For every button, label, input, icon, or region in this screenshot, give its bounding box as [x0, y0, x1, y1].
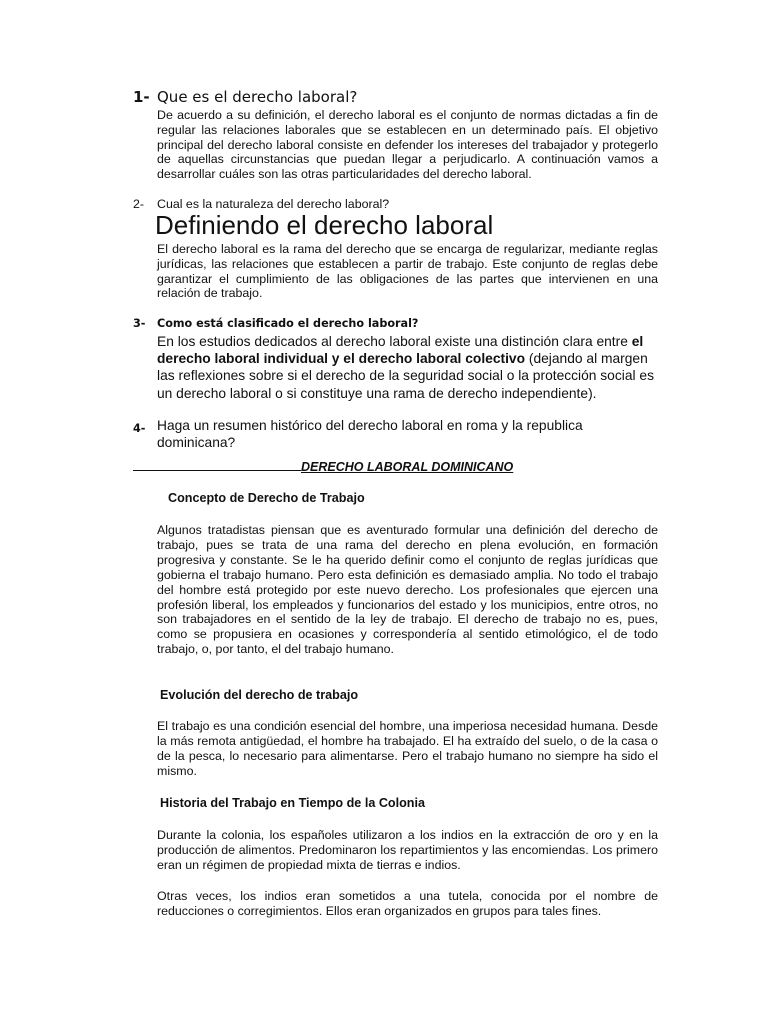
concepto-heading: Concepto de Derecho de Trabajo: [168, 491, 365, 505]
question-3-number: 3-: [133, 317, 146, 330]
answer-3-after: (dejando al margen las reflexiones sobre si el derecho de la seguridad social o la protección social es un derecho laboral o si constituye una rama de derecho independiente).: [157, 351, 654, 401]
answer-1: De acuerdo a su definición, el derecho laboral es el conjunto de normas dictadas a fin de regular las relaciones laborales que se establecen en un determinado país. El objetivo principal del derecho laboral consiste en defender los intereses del trabajador y protegerlo de aquellas circunstancias que puedan llegar a perjudicarlo. A continuación vamos a desarrollar cuáles son las otras particularidades del derecho laboral.: [157, 108, 658, 182]
question-4-number: 4-: [133, 422, 146, 435]
question-2-text: Cual es la naturaleza del derecho laboral?: [157, 197, 390, 211]
definiendo-heading: Definiendo el derecho laboral: [155, 210, 494, 240]
answer-3-before: En los estudios dedicados al derecho laboral existe una distinción clara entre: [157, 334, 632, 349]
title-underline-rule: [133, 470, 301, 471]
question-1: [133, 88, 656, 106]
answer-3: [157, 333, 663, 402]
colonia-paragraph-1: Durante la colonia, los españoles utilizaron a los indios en la extracción de oro y en la producción de alimentos. Predominaron los repartimientos y las encomiendas. Los primero eran un régimen de propiedad mixta de tierras e indios.: [157, 828, 658, 872]
question-2-number: 2-: [133, 197, 145, 211]
concepto-paragraph: Algunos tratadistas piensan que es aventurado formular una definición del derecho de trabajo, pues se trata de una rama del derecho en plena evolución, en formación progresiva y constante. Se le ha querido definir como el conjunto de reglas jurídicas que gobierna el trabajo humano. Pero esta definición es demasiado amplia. No todo el trabajo del hombre está protegido por este nuevo derecho. Los profesionales que ejercen una profesión liberal, los empleados y funcionarios del estado y los municipios, entre otros, no son trabajadores en el sentido de la ley de trabajo. El derecho de trabajo no es, pues, como se propusiera en ocasiones y correspondería al sentido etimológico, el de todo trabajo, o, por tanto, el del trabajo humano.: [157, 523, 658, 657]
colonia-heading: Historia del Trabajo en Tiempo de la Colonia: [160, 796, 425, 810]
question-4: [133, 417, 656, 451]
evolucion-heading: Evolución del derecho de trabajo: [160, 688, 359, 702]
question-2: [133, 197, 656, 211]
question-1-number: 1-: [133, 88, 150, 106]
question-4-text: Haga un resumen histórico del derecho laboral en roma y la republica dominicana?: [157, 418, 583, 451]
question-1-text: Que es el derecho laboral?: [157, 88, 358, 106]
answer-3-bold: el derecho laboral individual y el derecho laboral colectivo: [157, 334, 644, 367]
question-3-text: Como está clasificado el derecho laboral?: [157, 317, 419, 330]
question-3: [133, 317, 656, 330]
colonia-paragraph-2: Otras veces, los indios eran sometidos a una tutela, conocida por el nombre de reducciones o corregimientos. Ellos eran organizados en grupos para tales fines.: [157, 889, 658, 918]
answer-2: El derecho laboral es la rama del derecho que se encarga de regularizar, mediante reglas jurídicas, las relaciones que establecen a partir de trabajo. Este conjunto de reglas debe garantizar el cumplimiento de las obligaciones de las partes que intervienen en una relación de trabajo.: [157, 242, 658, 301]
section-title: [133, 460, 533, 474]
evolucion-paragraph: El trabajo es una condición esencial del hombre, una imperiosa necesidad humana. Desde la más remota antigüedad, el hombre ha trabajado. El ha extraído del suelo, o de la casa o de la pesca, lo necesario para alimentarse. Pero el trabajo humano no siempre ha sido el mismo.: [157, 719, 658, 778]
section-title-text: DERECHO LABORAL DOMINICANO: [301, 460, 514, 474]
